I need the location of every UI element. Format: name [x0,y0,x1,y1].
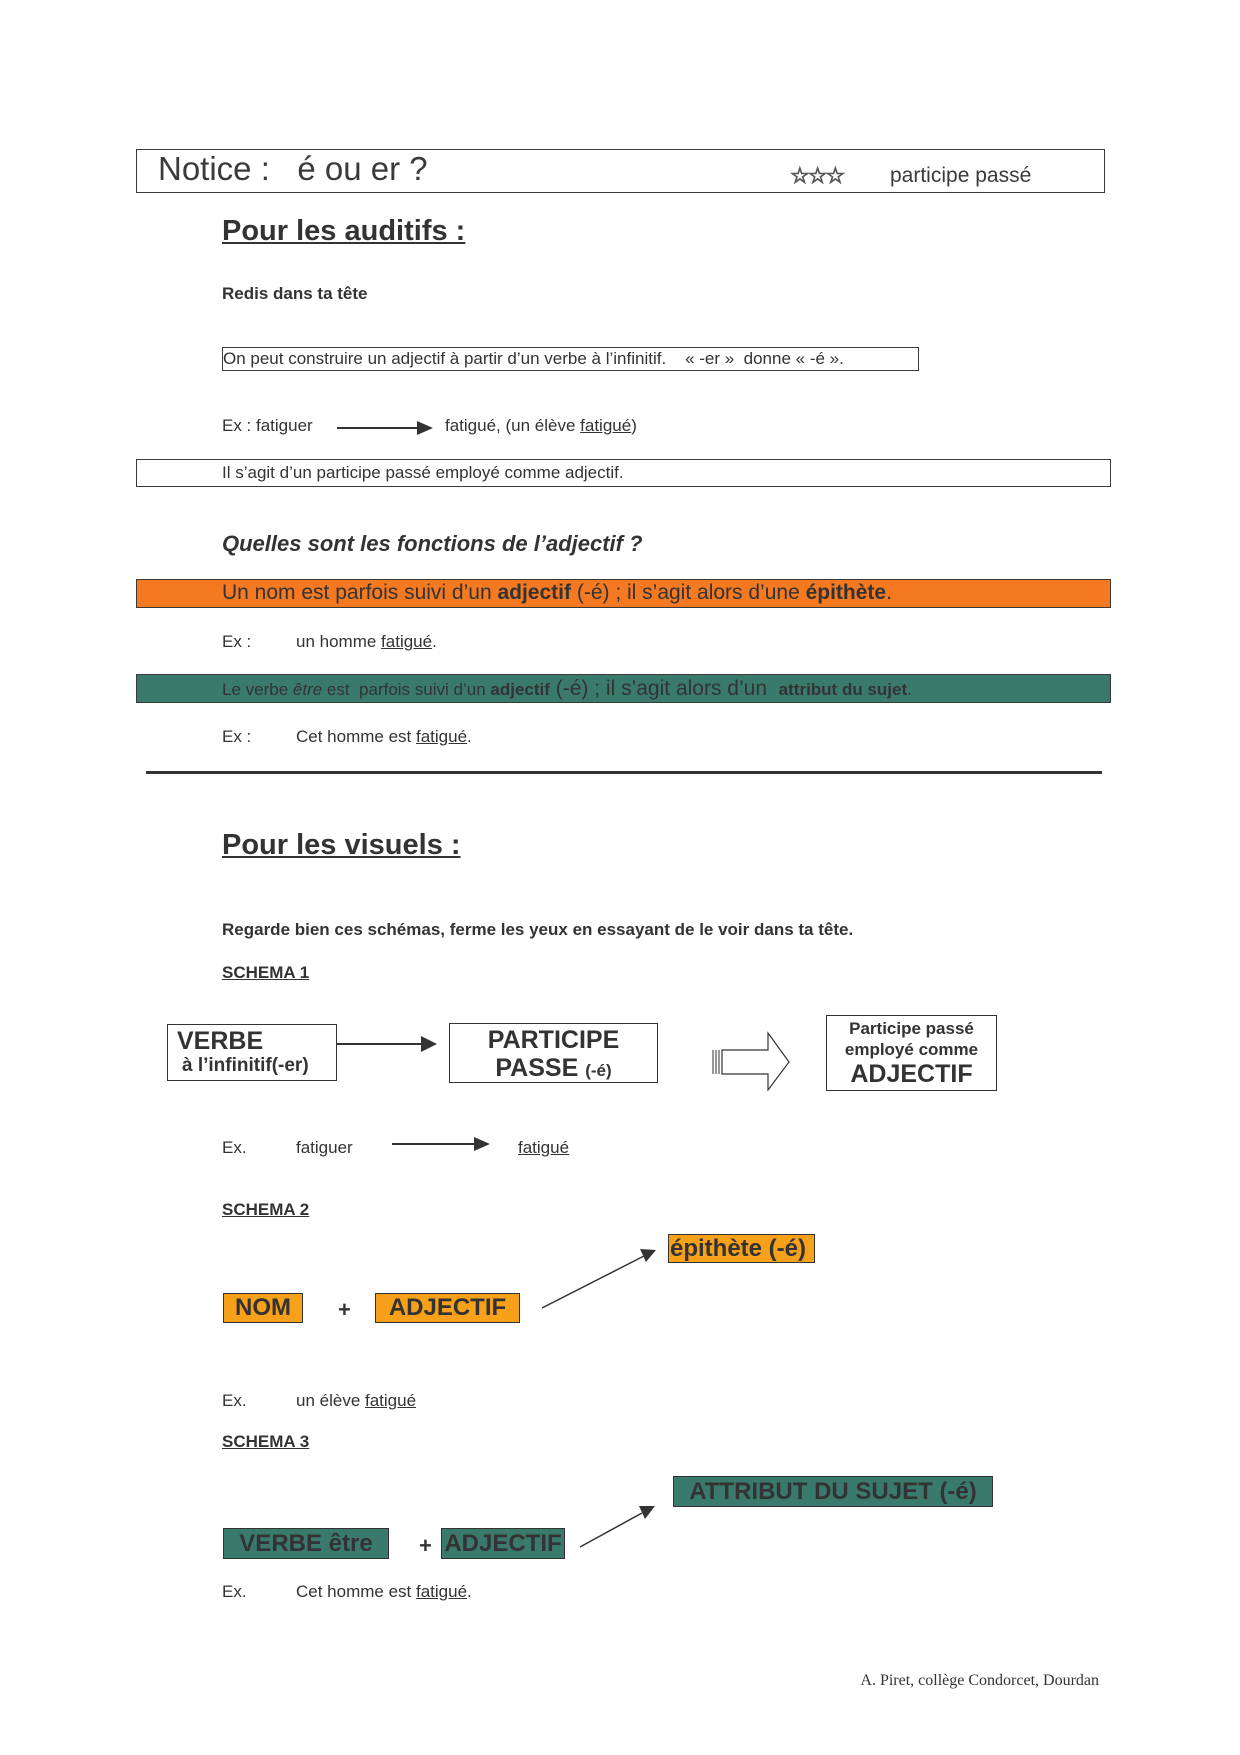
ex2-label: Ex : [222,727,252,746]
schema1-ex-from: fatiguer [296,1138,353,1157]
schema3-label: SCHEMA 3 [222,1432,310,1451]
result-adjectif-box [826,1015,997,1091]
schema3-ex-text: Cet homme est fatigué. [296,1582,472,1601]
diagonal-arrow-icon [540,1245,660,1311]
example-prefix: Ex : fatiguer [222,416,313,435]
functions-question: Quelles sont les fonctions de l’adjectif ? [222,531,643,556]
attribut-text: Le verbe être est parfois suivi d’un adjectif (-é) ; il s’agit alors d’un attribut du sujet. [222,677,912,700]
category-label: participe passé [890,164,1032,187]
ex1-text: un homme fatigué. [296,632,437,651]
footer-credit: A. Piret, collège Condorcet, Dourdan [860,1672,1099,1689]
ex2-text: Cet homme est fatigué. [296,727,472,746]
plus-sign: + [419,1533,432,1558]
diagonal-arrow-icon [578,1502,658,1550]
verbe-etre-box: VERBE être [223,1528,389,1559]
plus-sign: + [338,1297,351,1322]
epithete-text: Un nom est parfois suivi d’un adjectif (-é) ; il s’agit alors d’une épithète. [222,581,892,604]
passe-label: PASSE (-é) [495,1054,612,1082]
arrow-icon [337,1032,437,1056]
nom-box: NOM [223,1293,303,1323]
schema1-ex-label: Ex. [222,1138,247,1157]
result-line3: ADJECTIF [850,1060,973,1088]
difficulty-stars-icon: ☆☆☆ [790,163,844,188]
verbe-box [167,1024,337,1081]
participe-box [449,1023,658,1083]
page-title: Notice : é ou er ? [158,150,428,187]
block-arrow-icon [712,1031,792,1091]
schema2-ex-label: Ex. [222,1391,247,1410]
example-result: fatigué, (un élève fatigué) [445,416,637,435]
schema1-label: SCHEMA 1 [222,963,310,982]
participle-note: Il s’agit d’un participe passé employé comme adjectif. [222,463,624,482]
participe-label: PARTICIPE [487,1026,620,1054]
rule-text: On peut construire un adjectif à partir d’un verbe à l’infinitif. « -er » donne « -é ». [223,349,844,368]
verbe-sub-label: à l’infinitif(-er) [182,1055,309,1076]
attribut-result-box: ATTRIBUT DU SUJET (-é) [673,1476,993,1507]
schema3-ex-label: Ex. [222,1582,247,1601]
ex1-label: Ex : [222,632,252,651]
adjectif-box: ADJECTIF [441,1528,565,1559]
auditifs-heading: Pour les auditifs : [222,215,466,247]
visuels-instruction: Regarde bien ces schémas, ferme les yeux en essayant de le voir dans ta tête. [222,920,854,939]
visuels-heading: Pour les visuels : [222,829,461,861]
auditifs-instruction: Redis dans ta tête [222,284,368,303]
result-line2: employé comme [844,1040,979,1059]
verbe-label: VERBE [177,1027,264,1055]
epithete-result-box: épithète (-é) [668,1234,815,1263]
section-divider [146,771,1102,774]
schema1-ex-to: fatigué [518,1138,570,1157]
result-line1: Participe passé [849,1019,974,1038]
arrow-icon [392,1133,492,1155]
schema2-label: SCHEMA 2 [222,1200,310,1219]
schema2-ex-text: un élève fatigué [296,1391,417,1410]
arrow-icon [335,418,435,438]
adjectif-box: ADJECTIF [375,1293,520,1323]
